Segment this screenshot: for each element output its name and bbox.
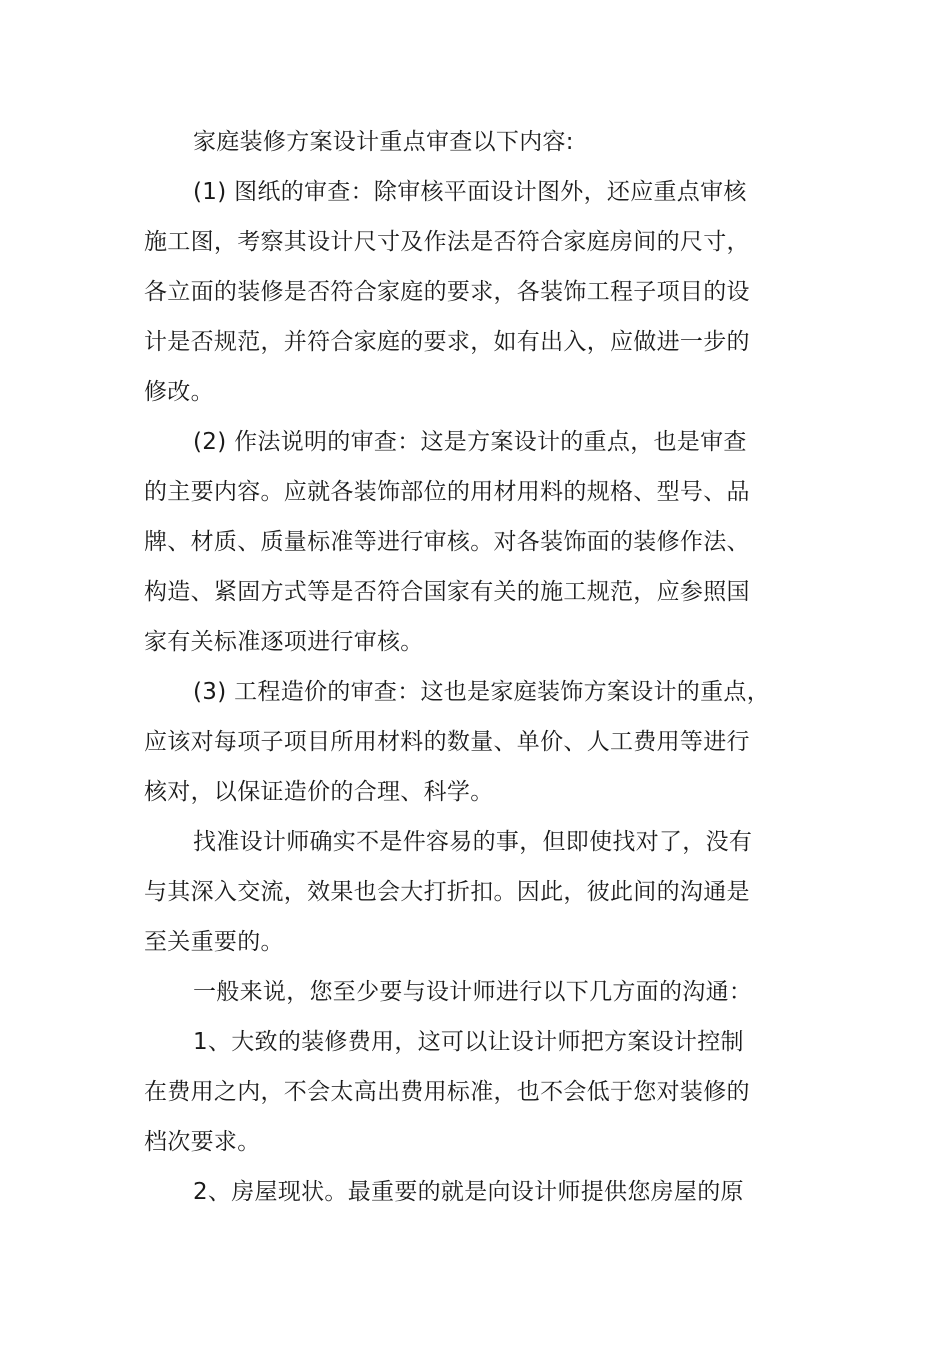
text-line: 的主要内容。应就各装饰部位的用材用料的规格、型号、品 xyxy=(144,479,750,505)
text-line: (1) 图纸的审查：除审核平面设计图外，还应重点审核 xyxy=(193,179,747,205)
text-line: 计是否规范，并符合家庭的要求，如有出入，应做进一步的 xyxy=(144,329,750,355)
text-line: 牌、材质、质量标准等进行审核。对各装饰面的装修作法、 xyxy=(144,529,750,555)
text-line: 构造、紧固方式等是否符合国家有关的施工规范，应参照国 xyxy=(144,579,750,605)
text-line: 在费用之内，不会太高出费用标准，也不会低于您对装修的 xyxy=(144,1079,750,1105)
text-line: 施工图，考察其设计尺寸及作法是否符合家庭房间的尺寸， xyxy=(144,229,750,255)
text-line: (2) 作法说明的审查：这是方案设计的重点，也是审查 xyxy=(193,429,747,455)
text-line: 家庭装修方案设计重点审查以下内容: xyxy=(193,129,574,155)
text-line: 核对，以保证造价的合理、科学。 xyxy=(144,779,494,805)
text-line: 至关重要的。 xyxy=(144,929,284,955)
text-line: 应该对每项子项目所用材料的数量、单价、人工费用等进行 xyxy=(144,729,750,755)
text-line: (3) 工程造价的审查：这也是家庭装饰方案设计的重点， xyxy=(193,679,770,705)
text-line: 1、大致的装修费用，这可以让设计师把方案设计控制 xyxy=(193,1029,744,1055)
text-line: 找准设计师确实不是件容易的事，但即使找对了，没有 xyxy=(193,829,753,855)
text-line: 一般来说，您至少要与设计师进行以下几方面的沟通： xyxy=(193,979,753,1005)
text-line: 各立面的装修是否符合家庭的要求，各装饰工程子项目的设 xyxy=(144,279,750,305)
text-line: 档次要求。 xyxy=(144,1129,261,1155)
document-body xyxy=(144,117,770,1217)
text-line: 家有关标准逐项进行审核。 xyxy=(144,629,424,655)
text-line: 与其深入交流，效果也会大打折扣。因此，彼此间的沟通是 xyxy=(144,879,750,905)
text-line: 修改。 xyxy=(144,379,214,405)
text-line: 2、房屋现状。最重要的就是向设计师提供您房屋的原 xyxy=(193,1179,744,1205)
